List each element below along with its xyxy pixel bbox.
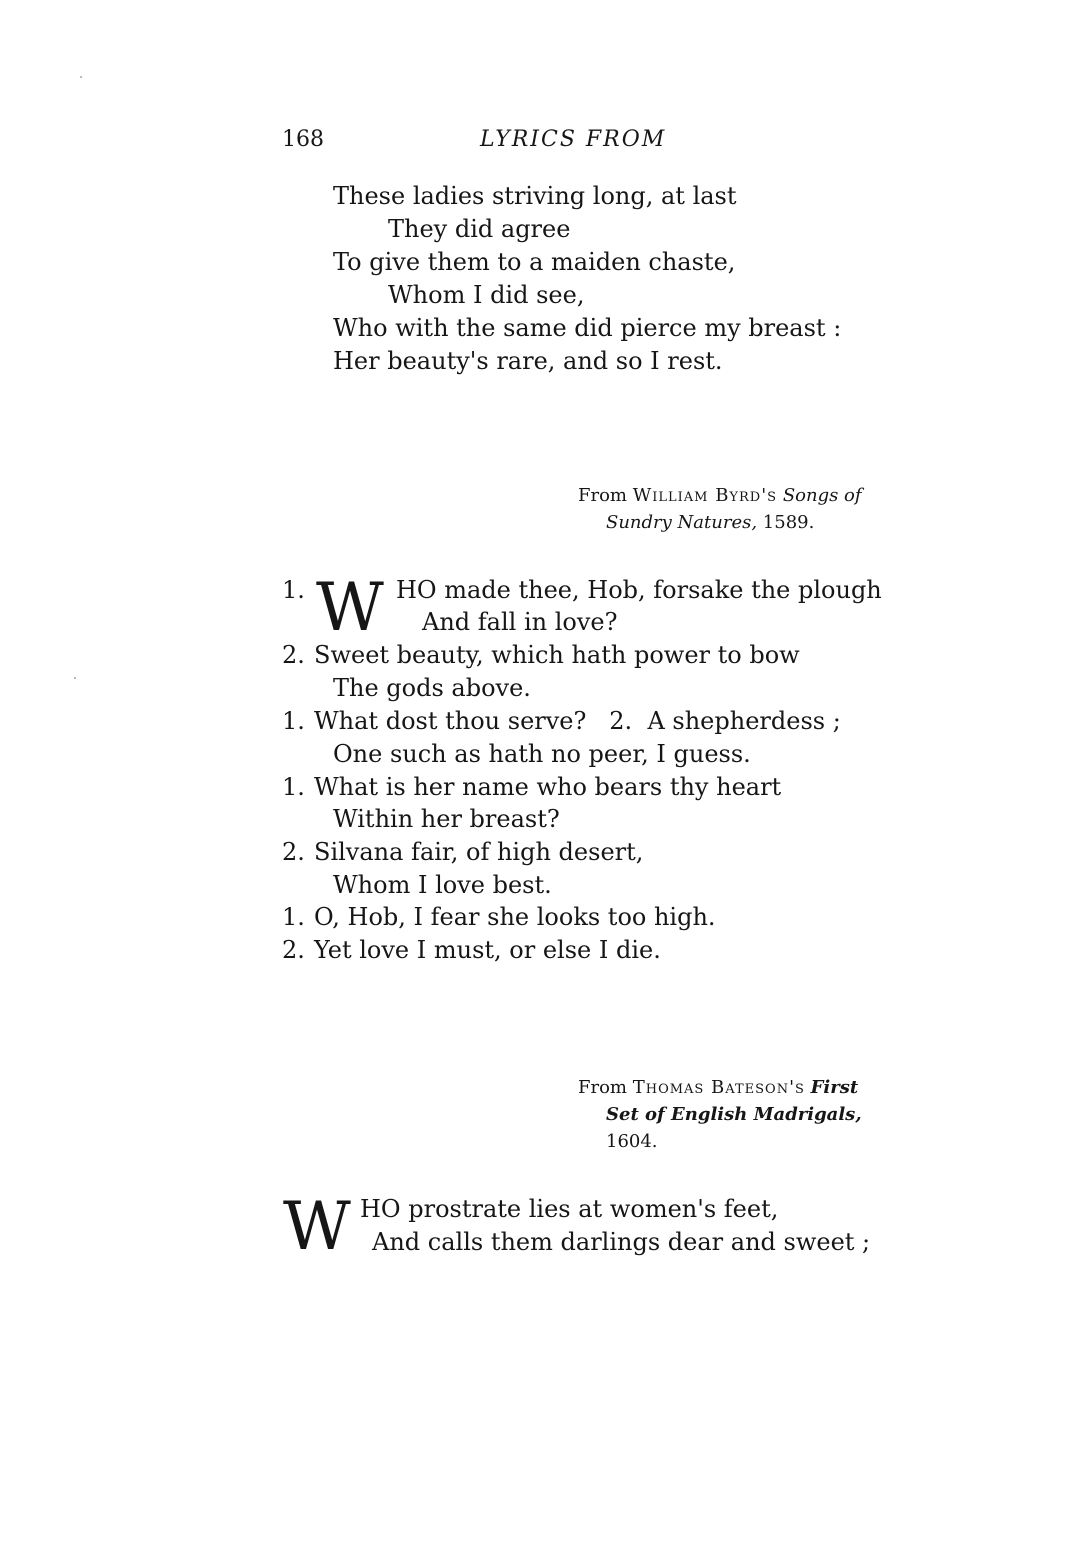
speaker-number: 2.: [282, 838, 305, 866]
source-attribution-2-cont: [606, 1101, 862, 1128]
source-attribution-2: [578, 1074, 858, 1101]
verse-line: The gods above.: [333, 674, 531, 702]
source-year: 1604.: [606, 1131, 658, 1152]
verse-line: They did agree: [388, 215, 571, 243]
speaker-number: 1.: [282, 773, 305, 801]
verse-line: And fall in love?: [422, 608, 618, 636]
drop-cap: W: [316, 569, 384, 646]
speaker-number: 1.: [282, 576, 305, 604]
source-title: Songs of: [782, 485, 862, 506]
source-attribution-2-year: [606, 1128, 658, 1155]
verse-line: [314, 705, 841, 738]
page-number: 168: [282, 127, 324, 152]
source-year: 1589.: [762, 512, 815, 533]
source-attribution-1-cont: [606, 509, 814, 536]
speaker-number: 2.: [609, 707, 633, 735]
source-title: Sundry Natures,: [606, 512, 758, 533]
source-from: From: [578, 485, 627, 506]
verse-line: Whom I did see,: [388, 281, 585, 309]
speaker-number: 2.: [282, 641, 305, 669]
verse-line: Whom I love best.: [333, 871, 552, 899]
verse-line: HO made thee, Hob, forsake the plough: [396, 576, 882, 604]
verse-line: HO prostrate lies at women's feet,: [360, 1195, 779, 1223]
source-from: From: [578, 1077, 627, 1098]
source-title: Set of English Madrigals,: [606, 1104, 862, 1125]
drop-cap: W: [283, 1188, 351, 1265]
source-author: William Byrd's: [632, 485, 778, 506]
verse-line: Her beauty's rare, and so I rest.: [333, 347, 723, 375]
verse-line: One such as hath no peer, I guess.: [333, 740, 751, 768]
verse-segment: A shepherdess ;: [647, 707, 841, 735]
verse-line: Silvana fair, of high desert,: [314, 838, 644, 866]
speaker-number: 1.: [282, 903, 305, 931]
speaker-number: 2.: [282, 936, 305, 964]
verse-line: Yet love I must, or else I die.: [314, 936, 661, 964]
verse-line: These ladies striving long, at last: [333, 182, 737, 210]
source-title: First: [810, 1077, 859, 1098]
verse-segment: What dost thou serve?: [314, 707, 587, 735]
verse-line: Sweet beauty, which hath power to bow: [314, 641, 800, 669]
scan-speck: [74, 677, 76, 679]
verse-line: What is her name who bears thy heart: [314, 773, 782, 801]
verse-line: And calls them darlings dear and sweet ;: [372, 1228, 871, 1256]
verse-line: To give them to a maiden chaste,: [333, 248, 736, 276]
verse-line: Who with the same did pierce my breast :: [333, 314, 842, 342]
scan-speck: [80, 76, 82, 78]
source-attribution-1: [578, 482, 862, 509]
source-author: Thomas Bateson's: [632, 1077, 805, 1098]
verse-line: O, Hob, I fear she looks too high.: [314, 903, 716, 931]
speaker-number: 1.: [282, 707, 305, 735]
verse-line: Within her breast?: [333, 805, 560, 833]
running-title: LYRICS FROM: [480, 127, 667, 152]
